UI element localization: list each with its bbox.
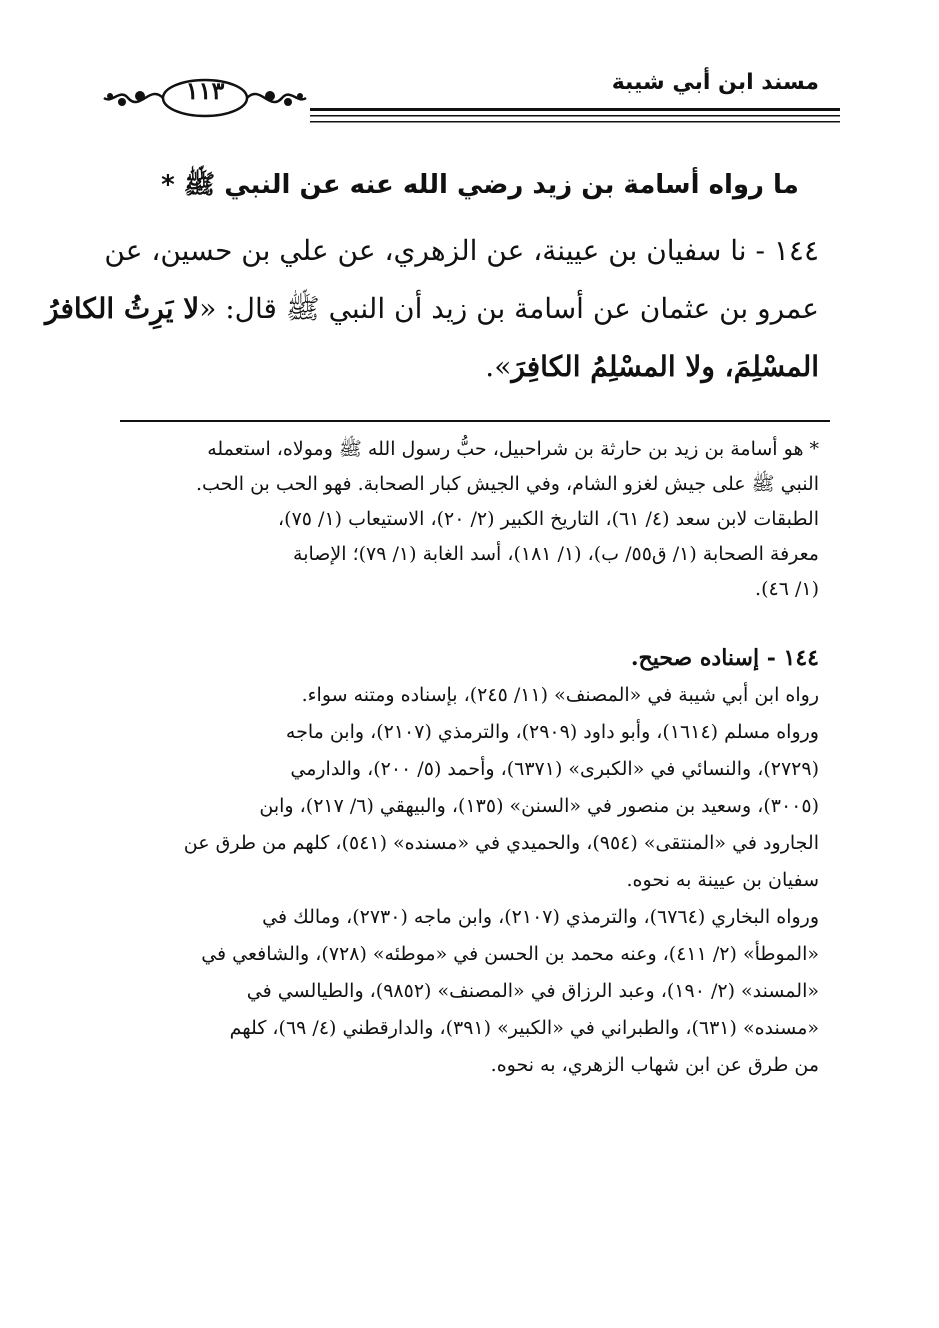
notes-line: ورواه البخاري (٦٧٦٤)، والترمذي (٢١٠٧)، وابن ماجه (٢٧٣٠)، ومالك في: [262, 906, 819, 928]
notes-line: (٣٠٠٥)، وسعيد بن منصور في «السنن» (١٣٥)، والبيهقي (٦/ ٢١٧)، وابن: [259, 795, 819, 817]
header-divider: [310, 106, 840, 126]
notes-heading: ١٤٤ - إسناده صحيح.: [630, 645, 819, 671]
takhrij-notes: [119, 640, 819, 1084]
hadith-line-2: [45, 280, 819, 338]
hadith-text: [45, 222, 819, 396]
hadith-quote-start: لا يَرِثُ الكافرُ: [45, 292, 200, 325]
hadith-chain-text: عمرو بن عثمان عن أسامة بن زيد أن النبي ﷺ قال: «: [199, 292, 819, 325]
hadith-line-3: [119, 338, 819, 396]
notes-line: سفيان بن عيينة به نحوه.: [626, 869, 819, 891]
hadith-quote-end: المسْلِمَ، ولا المسْلِمُ الكافِرَ: [511, 350, 819, 383]
footnote-line: * هو أسامة بن زيد بن حارثة بن شراحبيل، حبُّ رسول الله ﷺ ومولاه، استعمله: [207, 438, 819, 460]
footnote-line: الطبقات لابن سعد (٤/ ٦١)، التاريخ الكبير (٢/ ٢٠)، الاستيعاب (١/ ٧٥)،: [278, 508, 819, 530]
notes-line: رواه ابن أبي شيبة في «المصنف» (١١/ ٢٤٥)، بإسناده ومتنه سواء.: [301, 684, 819, 706]
notes-line: (٢٧٢٩)، والنسائي في «الكبرى» (٦٣٧١)، وأحمد (٥/ ٢٠٠)، والدارمي: [290, 758, 819, 780]
notes-line: «الموطأ» (٢/ ٤١١)، وعنه محمد بن الحسن في «موطئه» (٧٢٨)، والشافعي في: [201, 943, 819, 965]
notes-line: «المسند» (٢/ ١٩٠)، وعبد الرزاق في «المصنف» (٩٨٥٢)، والطيالسي في: [246, 980, 819, 1002]
section-heading: ما رواه أسامة بن زيد رضي الله عنه عن النبي ﷺ *: [161, 170, 799, 200]
footnote-line: (١/ ٤٦).: [755, 578, 819, 600]
notes-line: من طرق عن ابن شهاب الزهري، به نحوه.: [490, 1054, 819, 1076]
hadith-line-1: ١٤٤ - نا سفيان بن عيينة، عن الزهري، عن علي بن حسين، عن: [104, 234, 819, 267]
notes-line: الجارود في «المنتقى» (٩٥٤)، والحميدي في «مسنده» (٥٤١)، كلهم من طرق عن: [183, 832, 819, 854]
footnote-line: معرفة الصحابة (١/ ق٥٥/ ب)، (١/ ١٨١)، أسد الغابة (١/ ٧٩)؛ الإصابة: [293, 543, 819, 565]
page-number: ١١٣: [185, 76, 225, 105]
notes-line: ورواه مسلم (١٦١٤)، وأبو داود (٢٩٠٩)، والترمذي (٢١٠٧)، وابن ماجه: [285, 721, 819, 743]
running-header-title: مسند ابن أبي شيبة: [611, 70, 819, 95]
notes-line: «مسنده» (٦٣١)، والطبراني في «الكبير» (٣٩١)، والدارقطني (٤/ ٦٩)، كلهم: [229, 1017, 819, 1039]
footnote-divider: [120, 420, 830, 422]
footnote-biography: [119, 432, 819, 607]
hadith-quote-close: ».: [485, 350, 512, 383]
footnote-line: النبي ﷺ على جيش لغزو الشام، وفي الجيش كبار الصحابة. فهو الحب بن الحب.: [196, 473, 819, 495]
